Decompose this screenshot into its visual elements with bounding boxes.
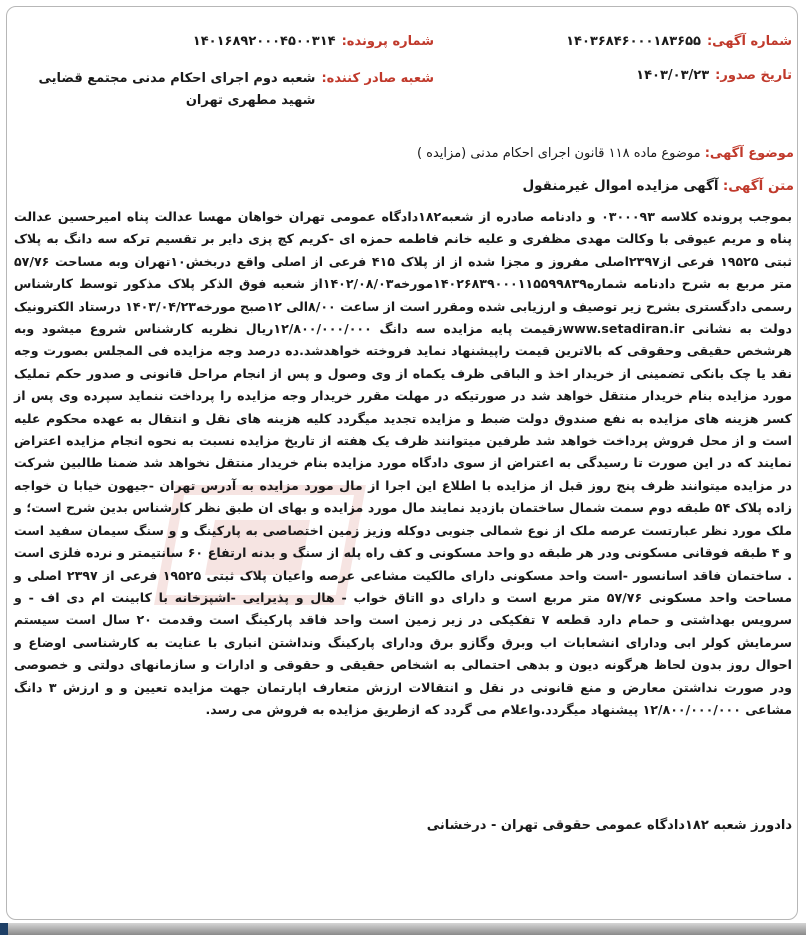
ad-number-label: شماره آگهی: [706, 34, 792, 49]
header-row-2 [14, 68, 792, 112]
issuer-label: شعبه صادر کننده: [321, 71, 434, 86]
case-number: ۱۴۰۱۶۸۹۲۰۰۰۴۵۰۰۳۱۴ [192, 34, 336, 49]
ad-title-line [522, 178, 794, 194]
subject-value: موضوع ماده ۱۱۸ قانون اجرای احکام مدنی (مزایده ) [416, 146, 701, 161]
issue-date: ۱۴۰۳/۰۳/۲۳ [636, 68, 710, 83]
ad-number-cell [462, 34, 792, 49]
issuer: شعبه دوم اجرای احکام مدنی مجتمع قضایی شهید مطهری تهران [38, 71, 316, 108]
issuer-cell [14, 68, 434, 112]
ad-title: آگهی مزایده اموال غیرمنقول [522, 178, 719, 194]
case-number-label: شماره پرونده: [341, 34, 434, 49]
subject-label: موضوع آگهی: [704, 146, 794, 161]
issue-date-cell [462, 68, 792, 83]
ad-text-label: متن آگهی: [722, 178, 794, 194]
subject-line [417, 146, 794, 161]
signature: دادورز شعبه ۱۸۲دادگاه عمومی حقوقی تهران - درخشانی [426, 818, 792, 833]
bottom-bar [0, 923, 806, 935]
issue-date-label: تاریخ صدور: [715, 68, 792, 83]
header-row-1 [14, 34, 792, 49]
case-number-cell [14, 34, 434, 49]
notice-body: بموجب پرونده کلاسه ۰۳۰۰۰۹۳ و دادنامه صادره از شعبه۱۸۲دادگاه عمومی تهران خواهان مهسا عدالت پناه امیرحسین عدالت پناه و مریم عیوقی با وکالت مهدی مظفری و علیه خانم فاطمه حمزه ای -کریم کچ پزی دایر بر تقسیم ترکه سه دانگ به پلاک ثبتی ۱۹۵۲۵ فرعی از۲۳۹۷اصلی مفروز و مجزا شده از از پلاک ۴۱۵ فرعی از اصلی واقع دربخش۱۰تهران وبه مساحت ۵۷/۷۶ متر مربع به شرح دادنامه شماره۱۴۰۲۶۸۳۹۰۰۰۱۱۵۵۹۹۸۳۹مورخه۱۴۰۲/۰۸/۰۳از شعبه فوق الذکر پلاک مذکور توسط کارشناس رسمی دادگستری بشرح زیر توصیف و ارزیابی شده ومقرر است از ساعت ۸/۰۰الی ۱۲صبح مورخه۱۴۰۳/۰۴/۲۳ درستاد الکترونیک دولت به نشانی www.setadiran.irزقیمت پایه مزایده سه دانگ ۱۲/۸۰۰/۰۰۰/۰۰۰ریال نظریه کارشناس شروع میشود وبه هرشخص حقیقی وحقوقی که بالاترین قیمت راپیشنهاد نماید فروخته خواهدشد.ده درصد وجه مزایده فی المجلس بصورت وجه نقد یا چک بانکی تضمینی از خریدار اخذ و الباقی ظرف یکماه از وی وصول و پس از انجام مراحل قانونی و صدور حکم تملیک مورد مزایده بنام خریدار منتقل خواهد شد در صورتیکه در مهلت مقرر خریدار وجه مزایده را پرداخت ننماید سپرده وی پس از کسر هزینه های مزایده به نفع صندوق دولت ضبط و مزایده تجدید میگردد کلیه هزینه های نقل و انتقال به عهده محکوم علیه است و از محل فروش پرداخت خواهد شد طرفین میتوانند ظرف یک هفته از تاریخ مزایده نسبت به نحوه انجام مزایده اعتراض نمایند که در این صورت تا رسیدگی به اعتراض از سوی دادگاه مورد مزایده بنام خریدار منتقل نخواهد شد ضمنا طالبین شرکت در مزایده میتوانند ظرف پنج روز قبل از مزایده با اطلاع این اجرا از مال مورد مزایده به آدرس تهران -جیهون خیابا ن خواجه زاده پلاک ۵۴ طبقه دوم سمت شمال ساختمان بازدید نمایند مال مورد مزایده و بهای ان طبق نظر کارشناس بدین شرح است؛ و ملک مورد نظر عبارتست عرصه ملک از نوع شمالی جنوبی دوکله وزیز زمین اختصاصی به پارکینگ و و سنگ سیمان سفید است و ۴ طبقه فوقانی مسکونی ودر هر طبقه دو واحد مسکونی و کف راه پله از سنگ و بدنه ارتفاع ۶۰ سانتیمتر و نرده فلزی است . ساختمان فاقد اسانسور -است واحد مسکونی دارای مالکیت مشاعی عرصه واعیان پلاک ثبتی ۱۹۵۲۵ فرعی از ۲۳۹۷ اصلی و مساحت واحد مسکونی ۵۷/۷۶ متر مربع است و دارای دو ااتاق خواب - هال و پذیرایی -اشپزخانه با کابینت ام دی اف - و سرویس بهداشتی و حمام دارد قطعه ۷ تفکیکی در زیر زمین است واحد فاقد پارکینگ است وقدمت ۲۰ سال است سیستم سرمایش کولر ابی ودارای انشعابات اب وبرق وگازو برق ودارای پارکینگ ونداشتن انباری با عنایت به کارشناسی اوضاع و احوال روز بدون لحاظ هرگونه دیون و بدهی احتمالی به اشخاص حقیقی و حقوقی و ادارات و سازمانهای دولتی و خصوصی ودر صورت نداشتن معارض و منع قانونی در نقل و انتقالات ارزش متعارف اپارتمان جهت مزایده تعیین و و ارزش ۳ دانگ مشاعی ۱۲/۸۰۰/۰۰۰/۰۰۰ پیشنهاد میگردد.واعلام می گردد که ازطریق مزایده به فروش می رسد. [14, 209, 793, 717]
ad-number: ۱۴۰۳۶۸۴۶۰۰۰۱۸۳۶۵۵ [566, 34, 701, 49]
